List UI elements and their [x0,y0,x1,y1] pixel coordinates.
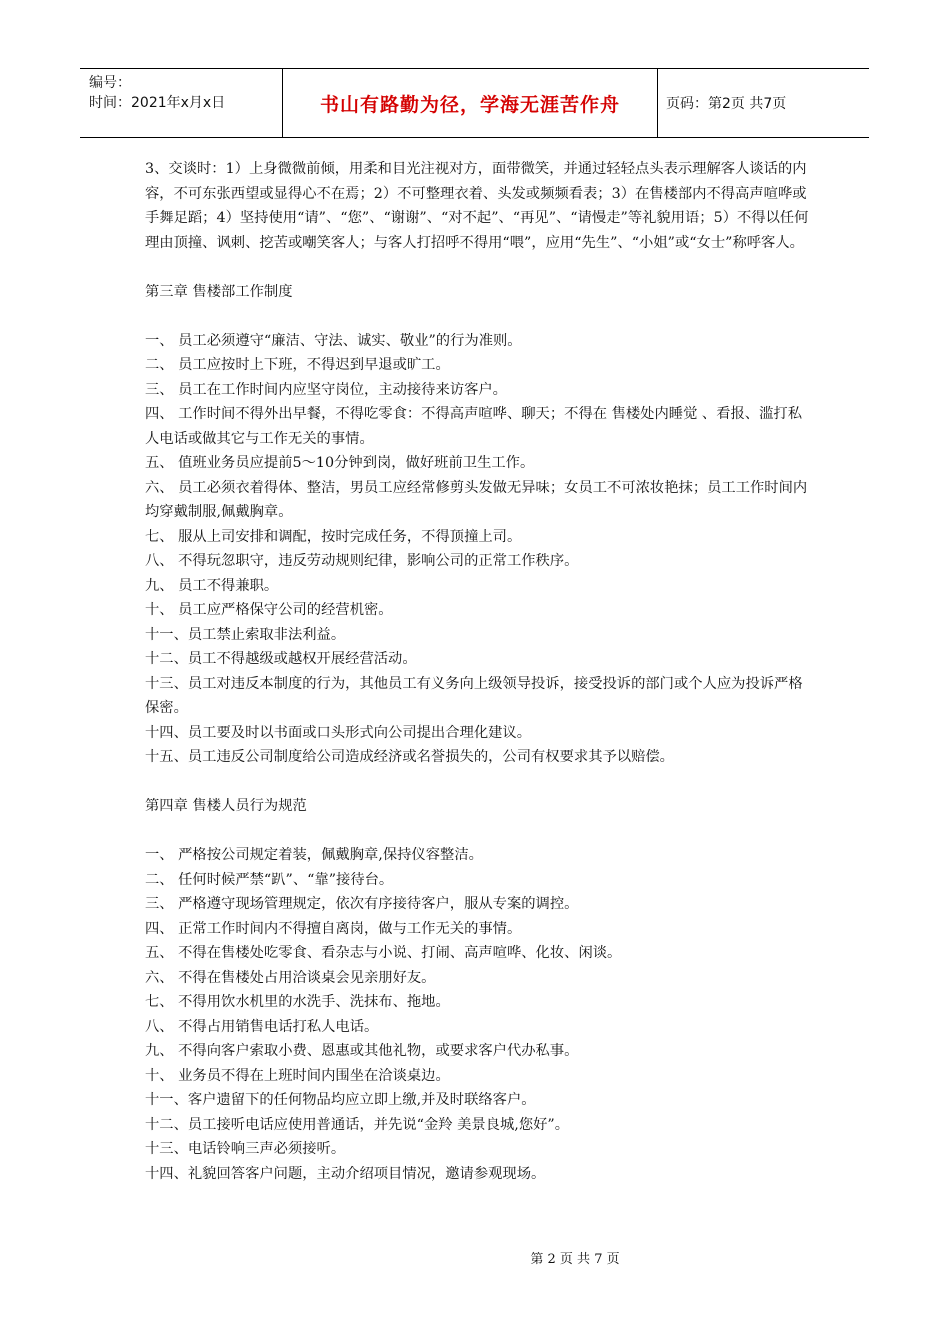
list-item: 十一、客户遗留下的任何物品均应立即上缴,并及时联络客户。 [145,1092,536,1108]
list-item: 十、 员工应严格保守公司的经营机密。 [145,602,393,618]
chapter-3-list [145,329,815,770]
page-footer: 第 2 页 共 7 页 [530,1252,620,1267]
doc-date-label: 时间：2021年x月x日 [89,95,226,111]
list-item: 十四、礼貌回答客户问题，主动介绍项目情况，邀请参观现场。 [145,1165,546,1182]
list-item: 十五、员工违反公司制度给公司造成经济或名誉损失的，公司有权要求其予以赔偿。 [145,749,674,765]
list-item: 十三、电话铃响三声必须接听。 [145,1141,346,1157]
header-meta [80,69,283,137]
list-item: 十二、员工不得越级或越权开展经营活动。 [145,651,417,667]
list-item: 二、 任何时候严禁“趴”、“靠”接待台。 [145,871,394,888]
page-header [80,68,869,138]
chapter-3-title: 第三章 售楼部工作制度 [145,283,293,300]
header-page-label: 页码：第2页 共7页 [666,96,787,112]
list-item: 九、 不得向客户索取小费、恩惠或其他礼物，或要求客户代办私事。 [145,1043,579,1059]
list-item: 八、 不得玩忽职守，违反劳动规则纪律，影响公司的正常工作秩序。 [145,553,579,569]
list-item: 八、 不得占用销售电话打私人电话。 [145,1018,379,1035]
list-item: 五、 不得在售楼处吃零食、看杂志与小说、打闹、高声喧哗、化妆、闲谈。 [145,945,622,961]
list-item: 四、 工作时间不得外出早餐，不得吃零食：不得高声喧哗、聊天；不得在 售楼处内睡觉 、看报、滥打私人电话或做其它与工作无关的事情。 [145,406,802,447]
list-item: 一、 员工必须遵守“廉洁、守法、诚实、敬业”的行为准则。 [145,332,522,349]
list-item: 十二、员工接听电话应使用普通话，并先说“金羚 美景良城,您好”。 [145,1116,570,1133]
list-item: 六、 员工必须衣着得体、整洁，男员工应经常修剪头发做无异味；女员工不可浓妆艳抹；员工工作时间内均穿戴制服,佩戴胸章。 [145,479,808,520]
list-item: 十三、员工对违反本制度的行为，其他员工有义务向上级领导投诉，接受投诉的部门或个人应为投诉严格保密。 [145,675,803,716]
list-item: 三、 严格遵守现场管理规定，依次有序接待客户，服从专案的调控。 [145,896,579,912]
list-item: 一、 严格按公司规定着装，佩戴胸章,保持仪容整洁。 [145,847,483,863]
list-item: 七、 不得用饮水机里的水洗手、洗抹布、拖地。 [145,994,450,1010]
list-item: 十、 业务员不得在上班时间内围坐在洽谈桌边。 [145,1067,450,1084]
list-item: 二、 员工应按时上下班，不得迟到早退或旷工。 [145,357,450,373]
doc-code-label: 编号： [89,75,131,91]
header-motto: 书山有路勤为径，学海无涯苦作舟 [283,69,658,137]
document-body [145,157,815,1186]
list-item: 十四、员工要及时以书面或口头形式向公司提出合理化建议。 [145,724,532,741]
list-item: 九、 员工不得兼职。 [145,577,279,594]
list-item: 三、 员工在工作时间内应坚守岗位，主动接待来访客户。 [145,381,507,398]
intro-paragraph: 3、交谈时：1）上身微微前倾，用柔和目光注视对方，面带微笑，并通过轻轻点头表示理解客人谈话的内容，不可东张西望或显得心不在焉；2）不可整理衣着、头发或频频看表；3）在售楼部内不得高声喧哗或手舞足蹈；4）坚持使用“请”、“您”、“谢谢”、“对不起”、“再见”、“请慢走”等礼貌用语；5）不得以任何理由顶撞、讽刺、挖苦或嘲笑客人；与客人打招呼不得用“喂”，应用“先生”、“小姐”或“女士”称呼客人。 [145,161,809,251]
chapter-4-list [145,843,815,1186]
list-item: 七、 服从上司安排和调配，按时完成任务，不得顶撞上司。 [145,528,522,545]
chapter-4-title: 第四章 售楼人员行为规范 [145,798,307,814]
list-item: 六、 不得在售楼处占用洽谈桌会见亲朋好友。 [145,969,436,986]
list-item: 五、 值班业务员应提前5～10分钟到岗，做好班前卫生工作。 [145,455,535,471]
list-item: 十一、员工禁止索取非法利益。 [145,626,346,643]
list-item: 四、 正常工作时间内不得擅自离岗，做与工作无关的事情。 [145,920,522,937]
